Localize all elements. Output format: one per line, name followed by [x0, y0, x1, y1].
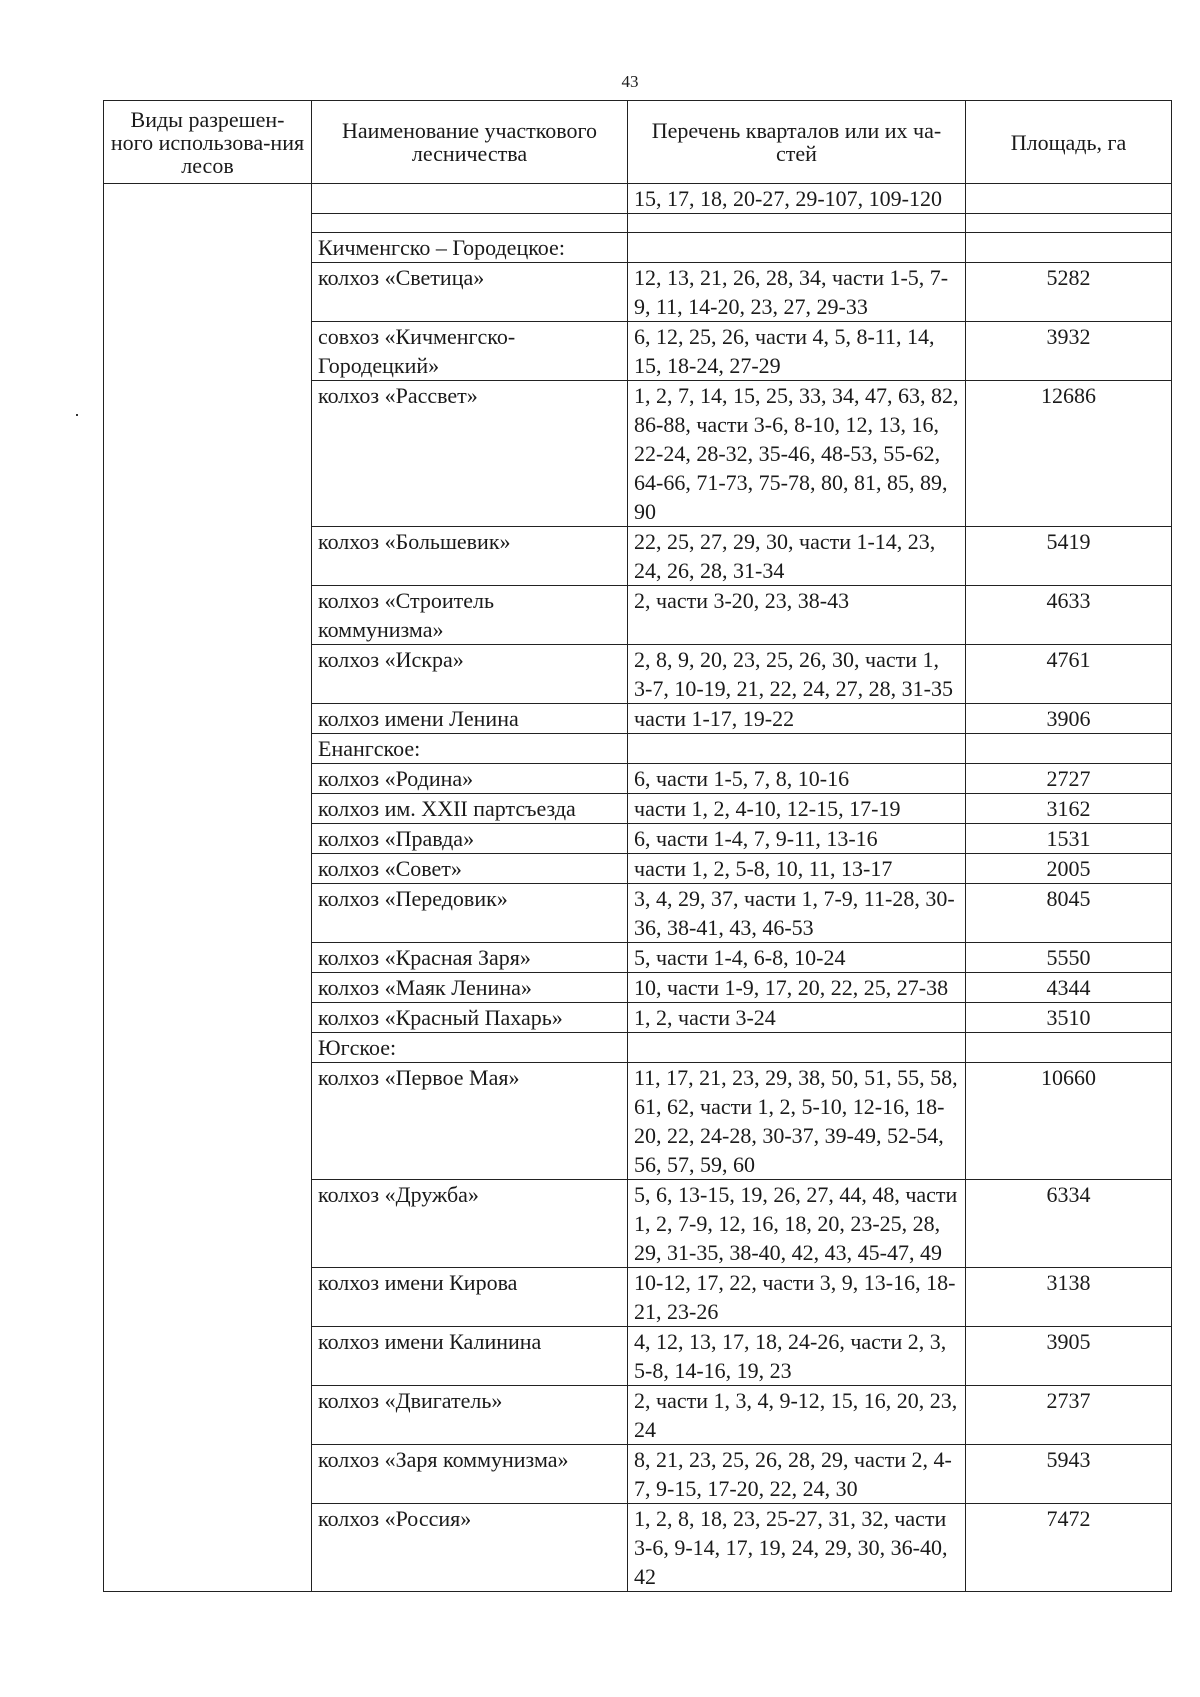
area-cell: 3510 [966, 1003, 1172, 1033]
area-cell [966, 184, 1172, 214]
blank-cell [628, 734, 966, 764]
use-type-cell [104, 184, 312, 1592]
district-cell: колхоз «Рассвет» [312, 381, 628, 527]
section-title: Енангское: [312, 734, 628, 764]
district-cell: колхоз «Искра» [312, 645, 628, 704]
area-cell: 1531 [966, 824, 1172, 854]
area-cell: 12686 [966, 381, 1172, 527]
area-cell: 7472 [966, 1504, 1172, 1592]
header-area: Площадь, га [966, 101, 1172, 184]
section-title: Кичменгско – Городецкое: [312, 233, 628, 263]
area-cell: 5282 [966, 263, 1172, 322]
area-cell: 4633 [966, 586, 1172, 645]
area-cell: 5943 [966, 1445, 1172, 1504]
district-cell: колхоз «Красный Пахарь» [312, 1003, 628, 1033]
quarters-cell: 2, части 3-20, 23, 38-43 [628, 586, 966, 645]
district-cell: колхоз «Совет» [312, 854, 628, 884]
area-cell: 3162 [966, 794, 1172, 824]
quarters-cell: 10-12, 17, 22, части 3, 9, 13-16, 18-21, 23-26 [628, 1268, 966, 1327]
quarters-cell: 2, 8, 9, 20, 23, 25, 26, 30, части 1, 3-7, 10-19, 21, 22, 24, 27, 28, 31-35 [628, 645, 966, 704]
quarters-cell: 5, 6, 13-15, 19, 26, 27, 44, 48, части 1, 2, 7-9, 12, 16, 18, 20, 23-25, 28, 29, 31-35, 38-40, 42, 43, 45-47, 49 [628, 1180, 966, 1268]
quarters-cell: 1, 2, 8, 18, 23, 25-27, 31, 32, части 3-6, 9-14, 17, 19, 24, 29, 30, 36-40, 42 [628, 1504, 966, 1592]
district-cell: колхоз «Дружба» [312, 1180, 628, 1268]
district-cell: колхоз «Родина» [312, 764, 628, 794]
quarters-cell: 6, 12, 25, 26, части 4, 5, 8-11, 14, 15, 18-24, 27-29 [628, 322, 966, 381]
district-cell: колхоз имени Кирова [312, 1268, 628, 1327]
section-title: Югское: [312, 1033, 628, 1063]
quarters-cell: 15, 17, 18, 20-27, 29-107, 109-120 [628, 184, 966, 214]
district-cell: колхоз «Россия» [312, 1504, 628, 1592]
quarters-cell: 8, 21, 23, 25, 26, 28, 29, части 2, 4-7, 9-15, 17-20, 22, 24, 30 [628, 1445, 966, 1504]
forest-use-table [103, 100, 1172, 1592]
area-cell: 2737 [966, 1386, 1172, 1445]
header-quarters: Перечень кварталов или их ча-стей [628, 101, 966, 184]
area-cell: 10660 [966, 1063, 1172, 1180]
district-cell: колхоз «Первое Мая» [312, 1063, 628, 1180]
table-body [104, 184, 1172, 1592]
district-cell: колхоз имени Ленина [312, 704, 628, 734]
blank-cell [966, 734, 1172, 764]
scan-speck [76, 414, 78, 416]
quarters-cell: 6, части 1-4, 7, 9-11, 13-16 [628, 824, 966, 854]
district-cell: колхоз «Большевик» [312, 527, 628, 586]
header-district: Наименование участкового лесничества [312, 101, 628, 184]
area-cell: 5419 [966, 527, 1172, 586]
district-cell: колхоз «Маяк Ленина» [312, 973, 628, 1003]
district-cell: колхоз «Строитель коммунизма» [312, 586, 628, 645]
area-cell: 2727 [966, 764, 1172, 794]
district-cell: совхоз «Кичменгско-Городецкий» [312, 322, 628, 381]
quarters-cell: 2, части 1, 3, 4, 9-12, 15, 16, 20, 23, 24 [628, 1386, 966, 1445]
district-cell [312, 184, 628, 214]
blank-cell [966, 214, 1172, 233]
area-cell: 3138 [966, 1268, 1172, 1327]
district-cell: колхоз «Двигатель» [312, 1386, 628, 1445]
quarters-cell: 3, 4, 29, 37, части 1, 7-9, 11-28, 30-36, 38-41, 43, 46-53 [628, 884, 966, 943]
quarters-cell: 12, 13, 21, 26, 28, 34, части 1-5, 7-9, 11, 14-20, 23, 27, 29-33 [628, 263, 966, 322]
area-cell: 4344 [966, 973, 1172, 1003]
quarters-cell: 22, 25, 27, 29, 30, части 1-14, 23, 24, 26, 28, 31-34 [628, 527, 966, 586]
page-number: 43 [621, 72, 639, 91]
area-cell: 3905 [966, 1327, 1172, 1386]
area-cell: 2005 [966, 854, 1172, 884]
blank-cell [628, 1033, 966, 1063]
area-cell: 8045 [966, 884, 1172, 943]
quarters-cell: 1, 2, части 3-24 [628, 1003, 966, 1033]
blank-cell [628, 214, 966, 233]
blank-cell [628, 233, 966, 263]
quarters-cell: 10, части 1-9, 17, 20, 22, 25, 27-38 [628, 973, 966, 1003]
district-cell: колхоз «Правда» [312, 824, 628, 854]
blank-cell [312, 214, 628, 233]
quarters-cell: части 1, 2, 4-10, 12-15, 17-19 [628, 794, 966, 824]
area-cell: 6334 [966, 1180, 1172, 1268]
table-row [104, 184, 1172, 214]
district-cell: колхоз «Заря коммунизма» [312, 1445, 628, 1504]
header-use-type: Виды разрешен-ного использова-ния лесов [104, 101, 312, 184]
quarters-cell: 6, части 1-5, 7, 8, 10-16 [628, 764, 966, 794]
district-cell: колхоз «Передовик» [312, 884, 628, 943]
district-cell: колхоз имени Калинина [312, 1327, 628, 1386]
quarters-cell: 11, 17, 21, 23, 29, 38, 50, 51, 55, 58, 61, 62, части 1, 2, 5-10, 12-16, 18-20, 22, 24-28, 30-37, 39-49, 52-54, 56, 57, 59, 60 [628, 1063, 966, 1180]
quarters-cell: 5, части 1-4, 6-8, 10-24 [628, 943, 966, 973]
district-cell: колхоз им. XXII партсъезда [312, 794, 628, 824]
quarters-cell: 4, 12, 13, 17, 18, 24-26, части 2, 3, 5-8, 14-16, 19, 23 [628, 1327, 966, 1386]
blank-cell [966, 1033, 1172, 1063]
district-cell: колхоз «Красная Заря» [312, 943, 628, 973]
blank-cell [966, 233, 1172, 263]
area-cell: 3932 [966, 322, 1172, 381]
table-header-row [104, 101, 1172, 184]
area-cell: 4761 [966, 645, 1172, 704]
area-cell: 5550 [966, 943, 1172, 973]
area-cell: 3906 [966, 704, 1172, 734]
quarters-cell: части 1-17, 19-22 [628, 704, 966, 734]
quarters-cell: 1, 2, 7, 14, 15, 25, 33, 34, 47, 63, 82, 86-88, части 3-6, 8-10, 12, 13, 16, 22-24, 28-32, 35-46, 48-53, 55-62, 64-66, 71-73, 75-78, 80, 81, 85, 89, 90 [628, 381, 966, 527]
district-cell: колхоз «Светица» [312, 263, 628, 322]
quarters-cell: части 1, 2, 5-8, 10, 11, 13-17 [628, 854, 966, 884]
